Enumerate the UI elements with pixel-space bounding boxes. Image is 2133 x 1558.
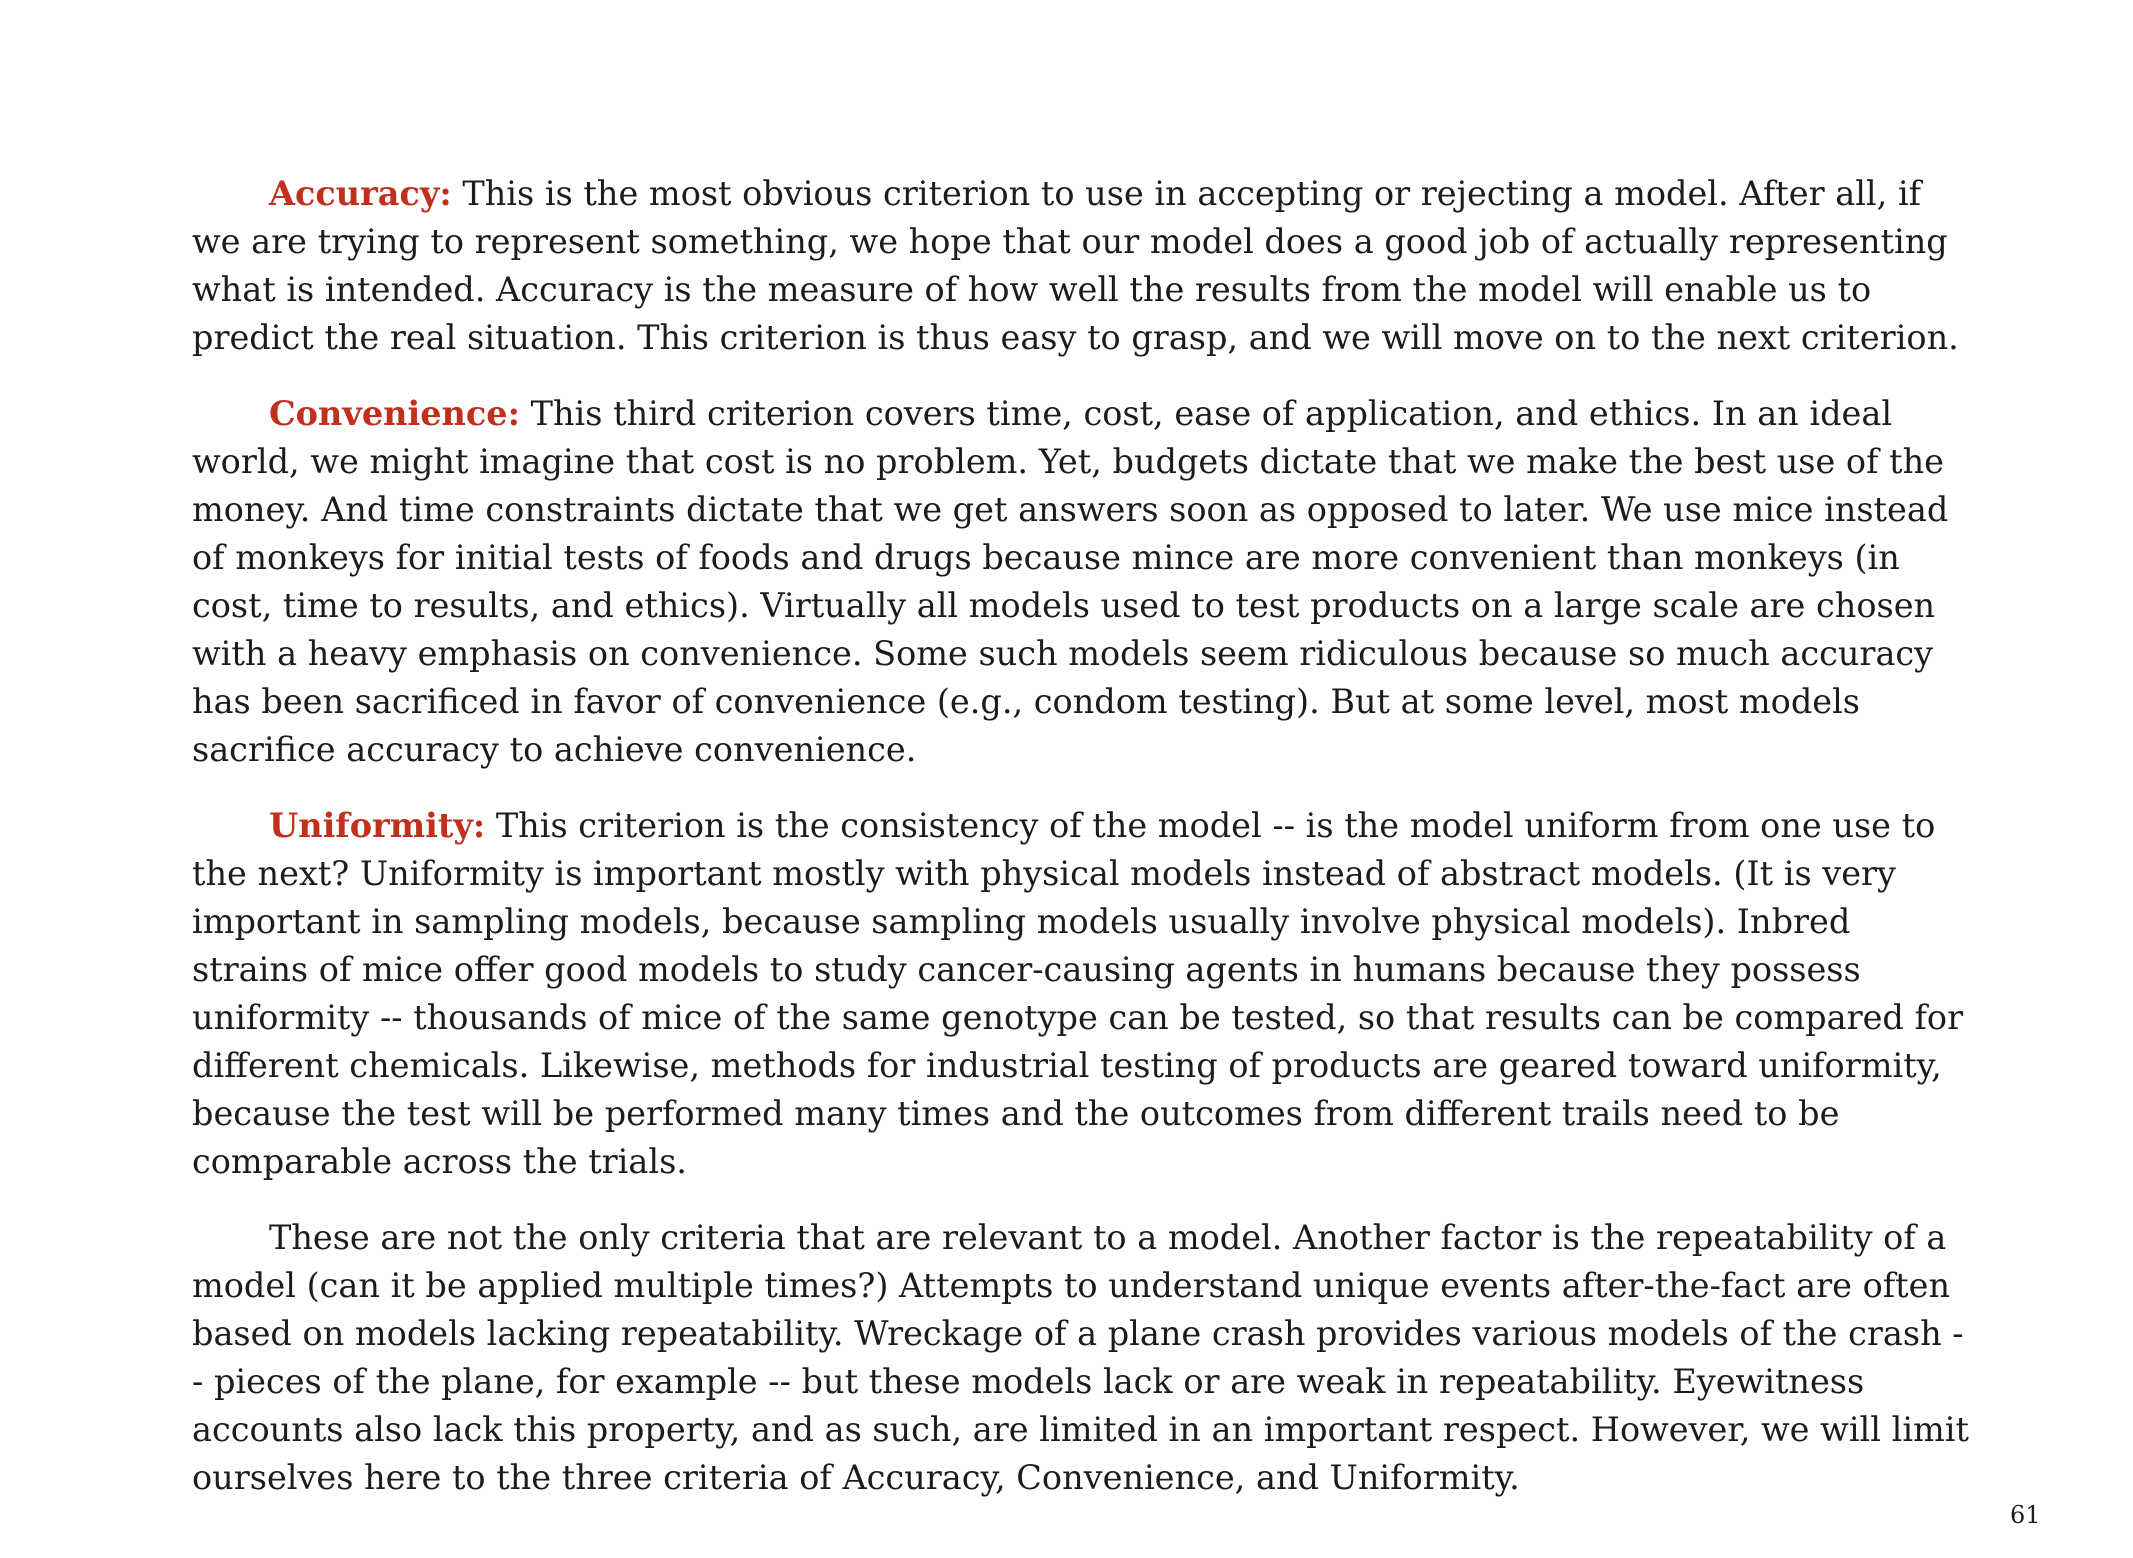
body-text (192, 170, 1972, 1530)
term-accuracy: Accuracy: (269, 174, 452, 213)
page-number: 61 (2010, 1501, 2041, 1529)
term-convenience: Convenience: (269, 394, 520, 433)
paragraph-summary (192, 1214, 1972, 1502)
paragraph-summary-text: These are not the only criteria that are relevant to a model. Another factor is the repeatability of a model (can it be applied multiple times?) Attempts to understand unique events after-the-fact are often based on models lacking repeatability. Wreckage of a plane crash provides various models of the crash -- pieces of the plane, for example -- but these models lack or are weak in repeatability. Eyewitness accounts also lack this property, and as such, are limited in an important respect. However, we will limit ourselves here to the three criteria of Accuracy, Convenience, and Uniformity. (192, 1218, 1969, 1497)
paragraph-convenience-text: This third criterion covers time, cost, ease of application, and ethics. In an ideal world, we might imagine that cost is no problem. Yet, budgets dictate that we make the best use of the money. And time constraints dictate that we get answers soon as opposed to later. We use mice instead of monkeys for initial tests of foods and drugs because mince are more convenient than monkeys (in cost, time to results, and ethics). Virtually all models used to test products on a large scale are chosen with a heavy emphasis on convenience. Some such models seem ridiculous because so much accuracy has been sacrificed in favor of convenience (e.g., condom testing). But at some level, most models sacrifice accuracy to achieve convenience. (192, 394, 1949, 769)
paragraph-accuracy-text: This is the most obvious criterion to use in accepting or rejecting a model. After all, if we are trying to represent something, we hope that our model does a good job of actually representing what is intended. Accuracy is the measure of how well the results from the model will enable us to predict the real situation. This criterion is thus easy to grasp, and we will move on to the next criterion. (192, 174, 1959, 357)
paragraph-uniformity-text: This criterion is the consistency of the model -- is the model uniform from one use to the next? Uniformity is important mostly with physical models instead of abstract models. (It is very important in sampling models, because sampling models usually involve physical models). Inbred strains of mice offer good models to study cancer-causing agents in humans because they possess uniformity -- thousands of mice of the same genotype can be tested, so that results can be compared for different chemicals. Likewise, methods for industrial testing of products are geared toward uniformity, because the test will be performed many times and the outcomes from different trails need to be comparable across the trials. (192, 806, 1964, 1181)
paragraph-uniformity (192, 802, 1972, 1186)
term-uniformity: Uniformity: (269, 806, 486, 845)
paragraph-accuracy (192, 170, 1972, 362)
paragraph-convenience (192, 390, 1972, 774)
